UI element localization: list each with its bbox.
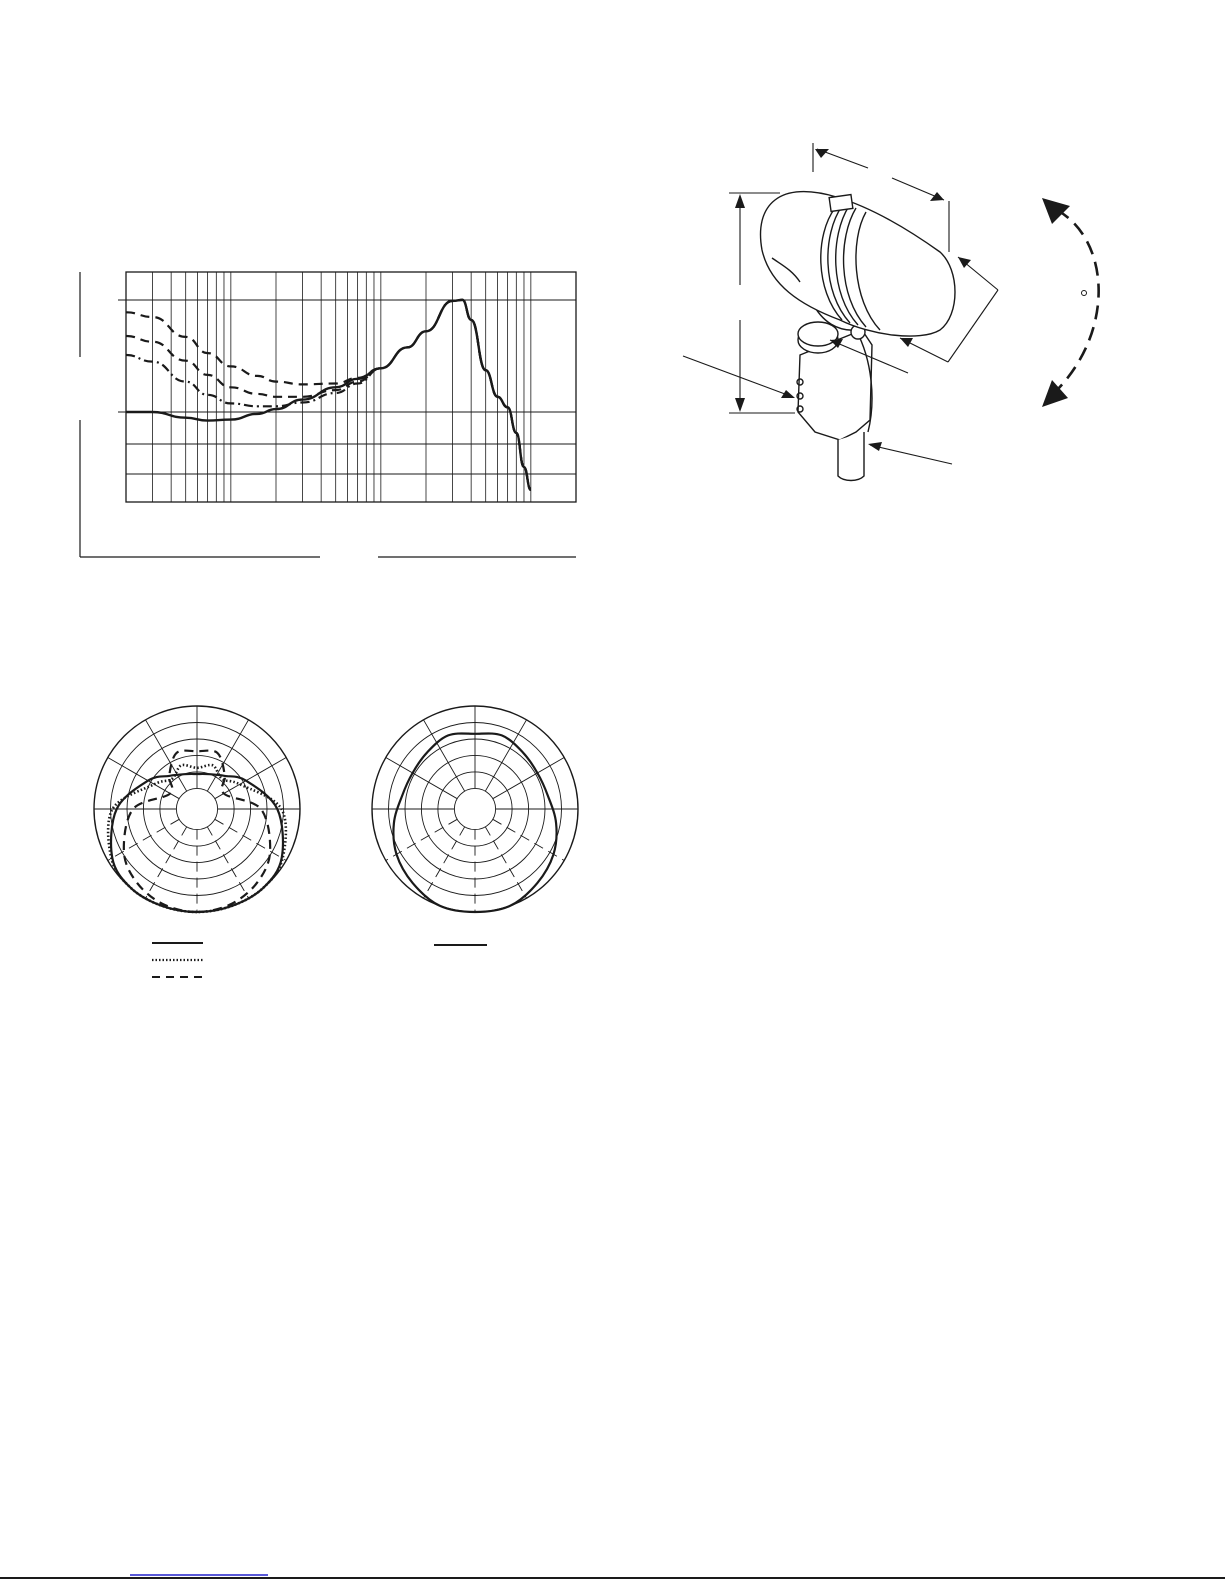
- arrowhead-callout-stand: [868, 442, 882, 451]
- arrowhead-rotation-bottom: [1042, 380, 1068, 407]
- arrowhead-height-bottom: [735, 398, 745, 412]
- arrowhead-width-left: [815, 149, 829, 158]
- chart-series-line-2: [126, 300, 531, 490]
- rotation-degree-mark: [1082, 291, 1087, 296]
- polar-center-ring: [176, 788, 217, 829]
- chart-series-line-1: [126, 300, 531, 490]
- chart-series-line-4: [126, 300, 531, 490]
- stand-post: [838, 432, 864, 481]
- arrowhead-width-right: [930, 192, 944, 201]
- chart-grid: [118, 272, 576, 502]
- polar-center-ring: [454, 788, 495, 829]
- microphone-illustration: [761, 192, 955, 481]
- dim-depth-line-diag: [948, 290, 998, 362]
- frequency-response-chart: [80, 272, 576, 557]
- arrowhead-height-top: [735, 194, 745, 208]
- chart-series-group: [126, 300, 531, 490]
- arrowhead-depth-bottom: [900, 338, 913, 347]
- callout-leader-mount: [683, 356, 793, 397]
- chart-series-line-3: [126, 300, 531, 490]
- polar-grid-2: [372, 706, 578, 912]
- adjustment-knob-top: [798, 322, 838, 346]
- arrowhead-rotation-top: [1042, 198, 1070, 224]
- microphone-capsule: [761, 192, 955, 337]
- arrowhead-callout-mount: [781, 390, 795, 398]
- polar-pattern-chart-2: [372, 706, 578, 945]
- polar-legend-1: [152, 943, 203, 977]
- chart-frame: [126, 272, 576, 502]
- capsule-badge: [829, 195, 853, 212]
- rotation-arc: [1057, 210, 1099, 390]
- polar-pattern-chart-1: [94, 706, 300, 977]
- callout-leader-stand: [870, 445, 952, 464]
